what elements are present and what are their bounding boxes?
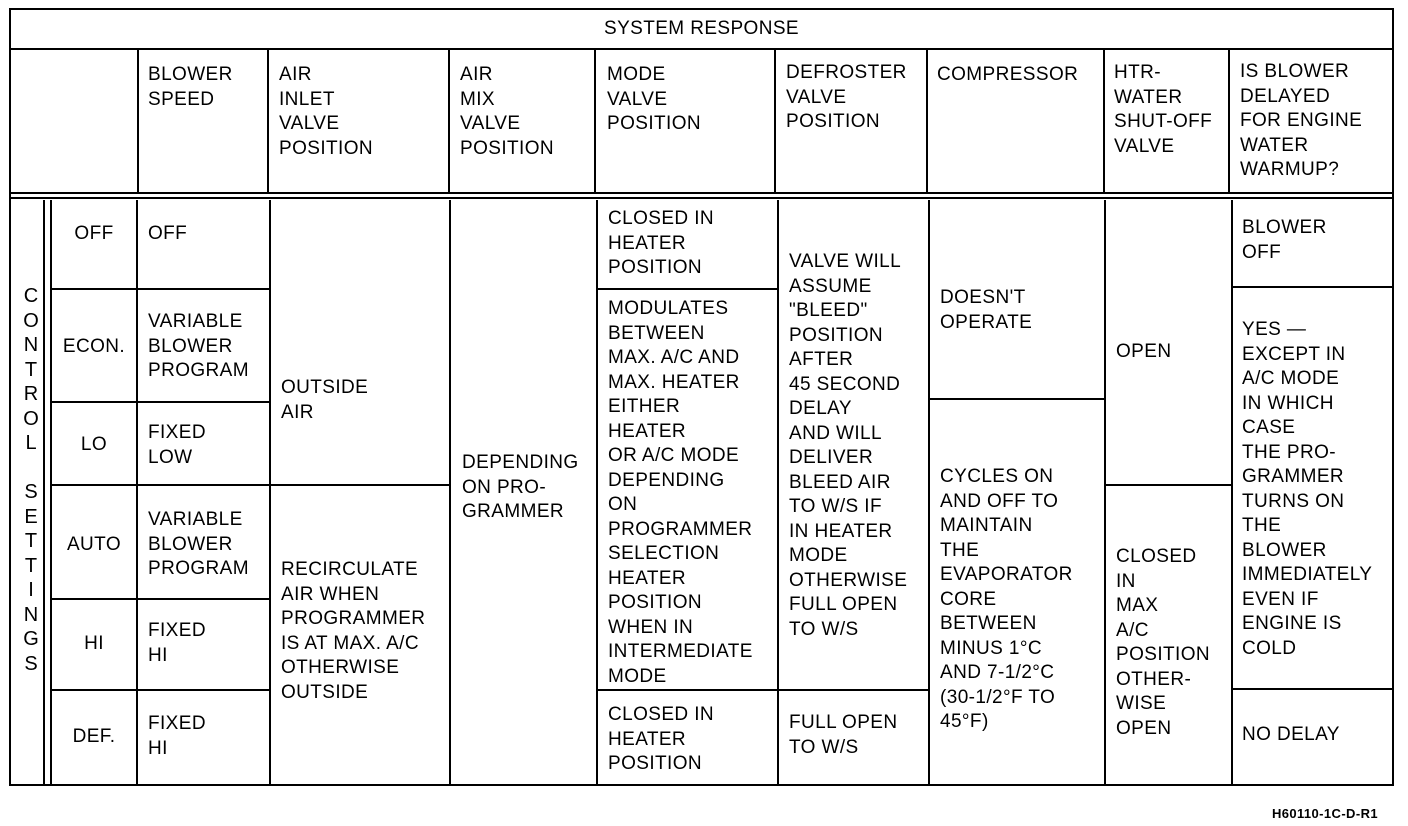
- blower-delay-off: BLOWER OFF: [1242, 217, 1327, 263]
- air-mix-value: DEPENDING ON PRO- GRAMMER: [462, 452, 579, 522]
- compressor-cycles: CYCLES ON AND OFF TO MAINTAIN THE EVAPORATOR CORE BETWEEN MINUS 1°C AND 7-1/2°C (30-1/2°F TO 45°F): [940, 466, 1073, 732]
- blower-speed-off: OFF: [148, 223, 188, 244]
- blower-speed-lo: FIXED LOW: [148, 422, 206, 468]
- header-air-mix: AIR MIX VALVE POSITION: [460, 64, 554, 159]
- body-divider: [1104, 200, 1106, 786]
- blower-speed-auto: VARIABLE BLOWER PROGRAM: [148, 509, 249, 579]
- blower-speed-econ: VARIABLE BLOWER PROGRAM: [148, 311, 249, 381]
- header-mode-valve: MODE VALVE POSITION: [607, 64, 701, 134]
- title-divider: [9, 48, 1394, 50]
- setting-econ: ECON.: [62, 336, 126, 357]
- mode-valve-modulates: MODULATES BETWEEN MAX. A/C AND MAX. HEATER EITHER HEATER OR A/C MODE DEPENDING ON PROGRAMMER SELECTION HEATER POSITION WHEN IN INTERMEDIATE MODE: [608, 298, 753, 687]
- header-divider: [594, 49, 596, 194]
- defroster-bleed: VALVE WILL ASSUME "BLEED" POSITION AFTER 45 SECOND DELAY AND WILL DELIVER BLEED AIR TO W/S IF IN HEATER MODE OTHERWISE FULL OPEN TO W/S: [789, 251, 908, 640]
- side-divider: [43, 200, 45, 786]
- setting-auto: AUTO: [66, 534, 122, 555]
- mode-valve-off: CLOSED IN HEATER POSITION: [608, 208, 715, 278]
- defroster-full-open: FULL OPEN TO W/S: [789, 712, 898, 758]
- body-divider: [449, 200, 451, 786]
- header-divider: [448, 49, 450, 194]
- setting-hi: HI: [84, 633, 104, 654]
- compressor-doesnt-operate: DOESN'T OPERATE: [940, 287, 1033, 333]
- htr-water-split: [1105, 484, 1232, 486]
- header-blower-delay: IS BLOWER DELAYED FOR ENGINE WATER WARMUP?: [1240, 61, 1363, 180]
- row-line: [51, 484, 270, 486]
- header-compressor: COMPRESSOR: [937, 64, 1079, 85]
- blower-delay-no: NO DELAY: [1242, 724, 1340, 745]
- htr-water-open: OPEN: [1116, 341, 1172, 362]
- setting-lo: LO: [80, 434, 108, 455]
- header-divider: [137, 49, 139, 194]
- blower-delay-split: [1232, 286, 1393, 288]
- setting-off: OFF: [74, 223, 114, 244]
- row-line: [51, 401, 270, 403]
- header-bottom-line: [9, 197, 1394, 199]
- air-inlet-split: [270, 484, 450, 486]
- control-settings-label: C O N T R O L S E T T I N G S: [23, 285, 39, 675]
- air-inlet-recirculate: RECIRCULATE AIR WHEN PROGRAMMER IS AT MAX. A/C OTHERWISE OUTSIDE: [281, 559, 426, 703]
- header-divider: [1103, 49, 1105, 194]
- htr-water-closed: CLOSED IN MAX A/C POSITION OTHER- WISE OPEN: [1116, 546, 1210, 739]
- header-divider: [926, 49, 928, 194]
- header-divider: [1228, 49, 1230, 194]
- header-divider: [267, 49, 269, 194]
- blower-delay-split: [1232, 688, 1393, 690]
- header-htr-water: HTR- WATER SHUT-OFF VALVE: [1114, 62, 1213, 157]
- row-line: [51, 288, 270, 290]
- mode-valve-def: CLOSED IN HEATER POSITION: [608, 704, 715, 774]
- compressor-split: [929, 398, 1105, 400]
- table-title: SYSTEM RESPONSE: [604, 18, 799, 39]
- row-line: [51, 689, 270, 691]
- mode-valve-split: [597, 288, 778, 290]
- air-inlet-outside: OUTSIDE AIR: [281, 377, 369, 423]
- blower-speed-hi: FIXED HI: [148, 620, 206, 666]
- header-blower-speed: BLOWER SPEED: [148, 64, 233, 110]
- header-divider: [774, 49, 776, 194]
- setting-def: DEF.: [72, 726, 116, 747]
- defroster-split: [778, 689, 929, 691]
- mode-valve-split: [597, 689, 778, 691]
- blower-speed-def: FIXED HI: [148, 713, 206, 759]
- header-air-inlet: AIR INLET VALVE POSITION: [279, 64, 373, 159]
- row-line: [51, 598, 270, 600]
- header-defroster: DEFROSTER VALVE POSITION: [786, 62, 907, 132]
- blower-delay-yes: YES — EXCEPT IN A/C MODE IN WHICH CASE THE PRO- GRAMMER TURNS ON THE BLOWER IMMEDIATELY EVEN IF ENGINE IS COLD: [1242, 319, 1373, 659]
- figure-id: H60110-1C-D-R1: [1271, 806, 1378, 821]
- header-bottom-line: [9, 192, 1394, 194]
